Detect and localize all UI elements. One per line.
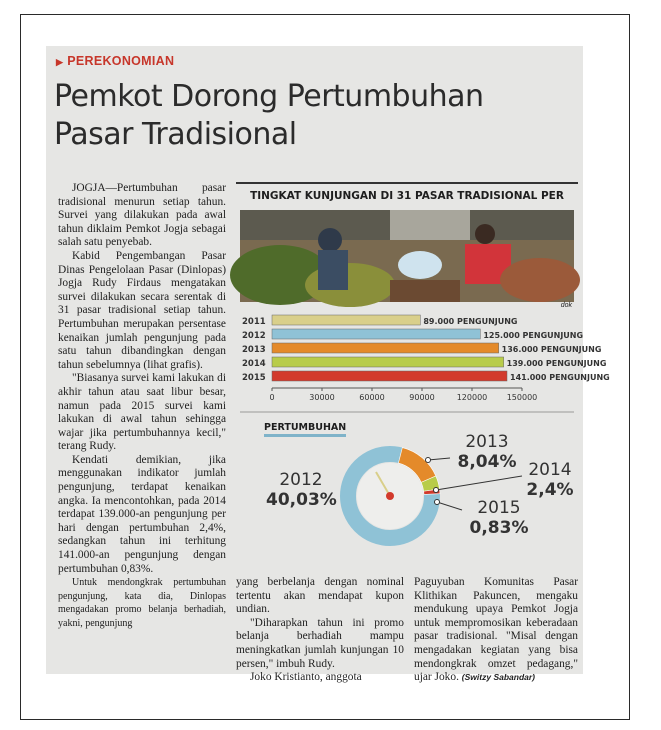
paragraph: Untuk mendongkrak pertumbuhan pengunjung, kata dia, Dinlopas mengadakan promo belanja berhadiah, yakni, pengunjung: [58, 577, 226, 629]
infographic: [236, 182, 610, 574]
bar: [272, 357, 504, 367]
growth-label: PERTUMBUHAN: [264, 422, 346, 437]
bar-year-label: 2014: [242, 359, 266, 369]
paragraph: Kendati demikian, jika menggunakan indikator jumlah pengunjung, terdapat kenaikan angka. Ia mencontohkan, pada 2014 terdapat 139.000-an pengunjung per hari dengan pertumbuhan 2,4%, sedangkan tahun ini terhitung 141.000-an pengunjung dengan pertumbuhan 0,83%.: [58, 453, 226, 575]
section-label: ▶ PEREKONOMIAN: [56, 54, 175, 68]
x-tick-label: 120000: [456, 393, 488, 402]
stat-2014: 2014 2,4%: [526, 460, 574, 500]
needle-hub: [386, 492, 394, 500]
paragraph: Kabid Pengembangan Pasar Dinas Pengelolaan Pasar (Dinlopas) Jogja Rudy Firdaus mengatakan survei dilakukan secara serentak di 31 pasar tradisional setiap tahun. Pertumbuhan merupakan persentase kenaikan jumlah pengunjung pada satu tahun dibandingkan dengan tahun sebelumnya (lihat grafis).: [58, 249, 226, 371]
paragraph: yang berbelanja dengan nominal tertentu akan mendapat kupon undian.: [236, 576, 404, 616]
x-tick-label: 0: [269, 393, 275, 402]
stat-2015: 2015 0,83%: [469, 498, 529, 538]
bar: [272, 371, 507, 381]
leader-dot: [435, 500, 440, 505]
x-tick-label: 60000: [359, 393, 385, 402]
arrow-icon: ▶: [56, 57, 64, 67]
bar-year-label: 2013: [242, 345, 266, 355]
x-tick-label: 150000: [506, 393, 538, 402]
photo-credit: dok: [560, 302, 572, 309]
visitor-bar-chart: [236, 310, 610, 410]
bar-value-label: 139.000 PENGUNJUNG: [506, 359, 607, 368]
headline: [54, 78, 524, 154]
stat-2012: 2012 40,03%: [266, 470, 337, 510]
column-2: [236, 576, 404, 685]
stat-2013: 2013 8,04%: [457, 432, 517, 472]
leader-dot: [434, 488, 439, 493]
leader-dot: [426, 458, 431, 463]
leader-line: [436, 476, 522, 490]
headline-line: Pasar Tradisional: [54, 117, 297, 152]
paragraph: Joko Kristianto, anggota: [250, 671, 362, 684]
author-credit: (Switzy Sabandar): [461, 672, 536, 683]
market-photo: [240, 210, 574, 302]
headline-line: Pemkot Dorong Pertumbuhan: [54, 79, 484, 114]
paragraph: "Diharapkan tahun ini promo belanja berhadiah mampu meningkatkan jumlah kunjungan 10 persen," imbuh Rudy.: [236, 616, 404, 670]
bar-value-label: 125.000 PENGUNJUNG: [483, 331, 584, 340]
bar-year-label: 2012: [242, 331, 266, 341]
bar-value-label: 141.000 PENGUNJUNG: [510, 373, 610, 382]
column-3: [414, 576, 578, 685]
paragraph: JOGJA—Pertumbuhan pasar tradisional menurun setiap tahun. Survei yang dilakukan pada awal tahun diklaim Pemkot Jogja sebagai salah satu penyebab.: [58, 182, 226, 249]
column-1: [58, 182, 226, 631]
newspaper-clipping: [46, 46, 610, 684]
leader-line: [428, 458, 450, 460]
x-tick-label: 30000: [309, 393, 335, 402]
x-tick-label: 90000: [409, 393, 435, 402]
bar-value-label: 89.000 PENGUNJUNG: [423, 317, 518, 326]
chart-title: TINGKAT KUNJUNGAN DI 31 PASAR TRADISIONAL PER: [236, 182, 578, 208]
bar: [272, 343, 499, 353]
bar: [272, 329, 480, 339]
bar-year-label: 2015: [242, 373, 266, 383]
paragraph: "Biasanya survei kami lakukan di akhir tahun atau saat libur besar, namun pada 2015 survei kami lakukan di awal tahun sehingga wajar jika pertumbuhannya kecil," terang Rudy.: [58, 372, 226, 453]
paragraph: Paguyuban Komunitas Pasar Klithikan Pakuncen, mengaku mendukung upaya Pemkot Jogja untuk mempromosikan keberadaan pasar tradisional. "Misal dengan mengadakan kegiatan yang bisa mendongkrak omzet pedagang," ujar Joko. (Switzy Sabandar): [414, 576, 578, 684]
bar-year-label: 2011: [242, 317, 266, 327]
bar-value-label: 136.000 PENGUNJUNG: [501, 345, 602, 354]
bar: [272, 315, 420, 325]
leader-line: [437, 502, 462, 510]
